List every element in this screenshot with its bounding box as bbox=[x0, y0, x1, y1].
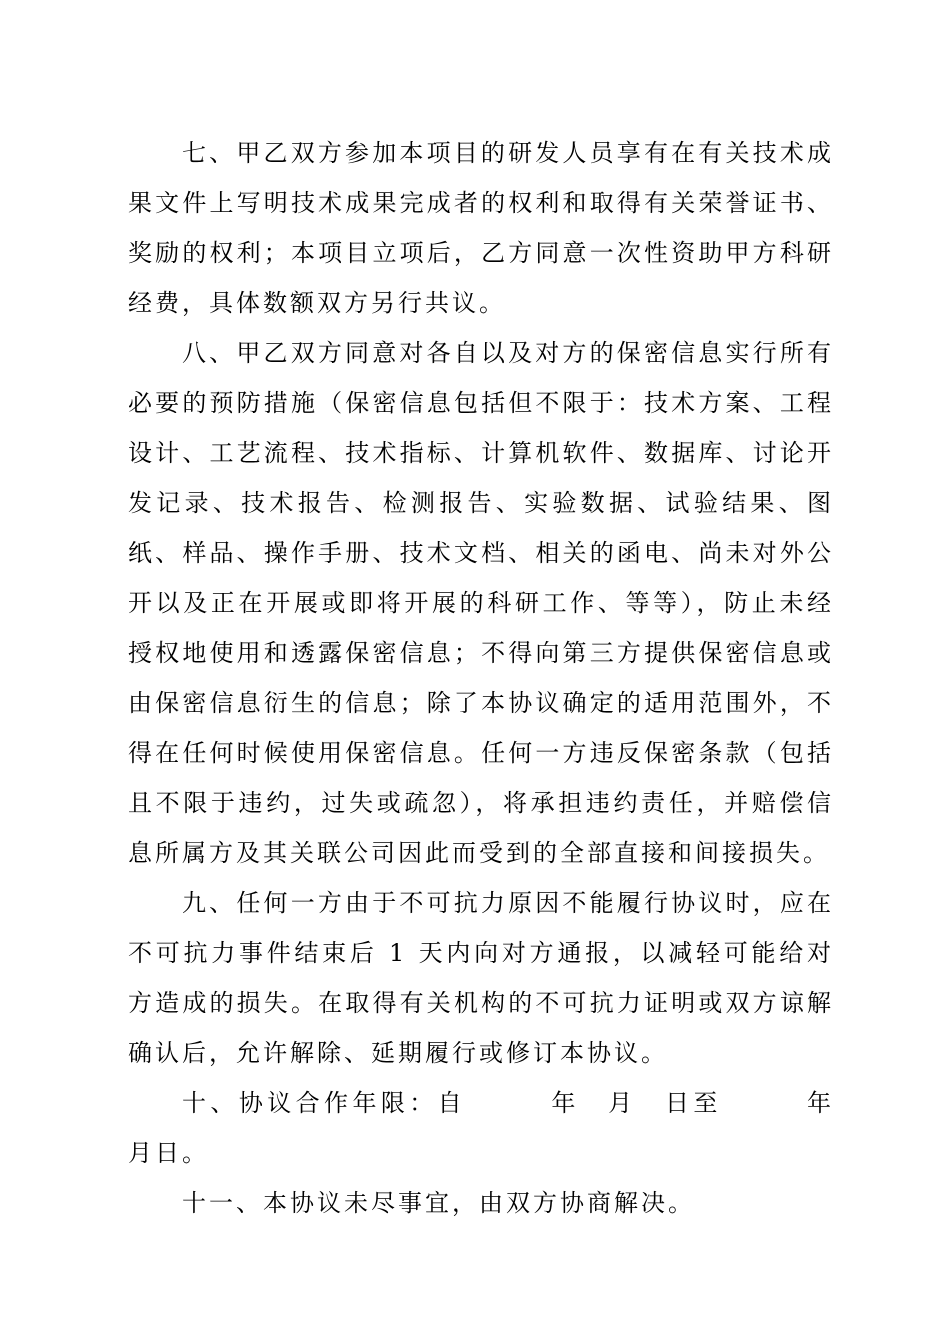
clause-8: 八、甲乙双方同意对各自以及对方的保密信息实行所有必要的预防措施（保密信息包括但不限于：技术方案、工程设计、工艺流程、技术指标、计算机软件、数据库、讨论开发记录、技术报告、检测报告、实验数据、试验结果、图纸、样品、操作手册、技术文档、相关的函电、尚未对外公开以及正在开展或即将开展的科研工作、等等），防止未经授权地使用和透露保密信息；不得向第三方提供保密信息或由保密信息衍生的信息；除了本协议确定的适用范围外，不得在任何时候使用保密信息。任何一方违反保密条款（包括且不限于违约，过失或疏忽），将承担违约责任，并赔偿信息所属方及其关联公司因此而受到的全部直接和间接损失。 bbox=[128, 339, 834, 867]
clause-9: 九、任何一方由于不可抗力原因不能履行协议时，应在不可抗力事件结束后 1 天内向对方通报，以减轻可能给对方造成的损失。在取得有关机构的不可抗力证明或双方谅解确认后，允许解除、延期履行或修订本协议。 bbox=[128, 889, 834, 1067]
clause-7: 七、甲乙双方参加本项目的研发人员享有在有关技术成果文件上写明技术成果完成者的权利和取得有关荣誉证书、奖励的权利；本项目立项后，乙方同意一次性资助甲方科研经费，具体数额双方另行共议。 bbox=[128, 139, 834, 317]
clause-11: 十一、本协议未尽事宜，由双方协商解决。 bbox=[182, 1189, 695, 1217]
clause-10: 十、协议合作年限：自 年 月 日至 年 月日。 bbox=[128, 1089, 861, 1167]
document-body bbox=[128, 128, 861, 1228]
